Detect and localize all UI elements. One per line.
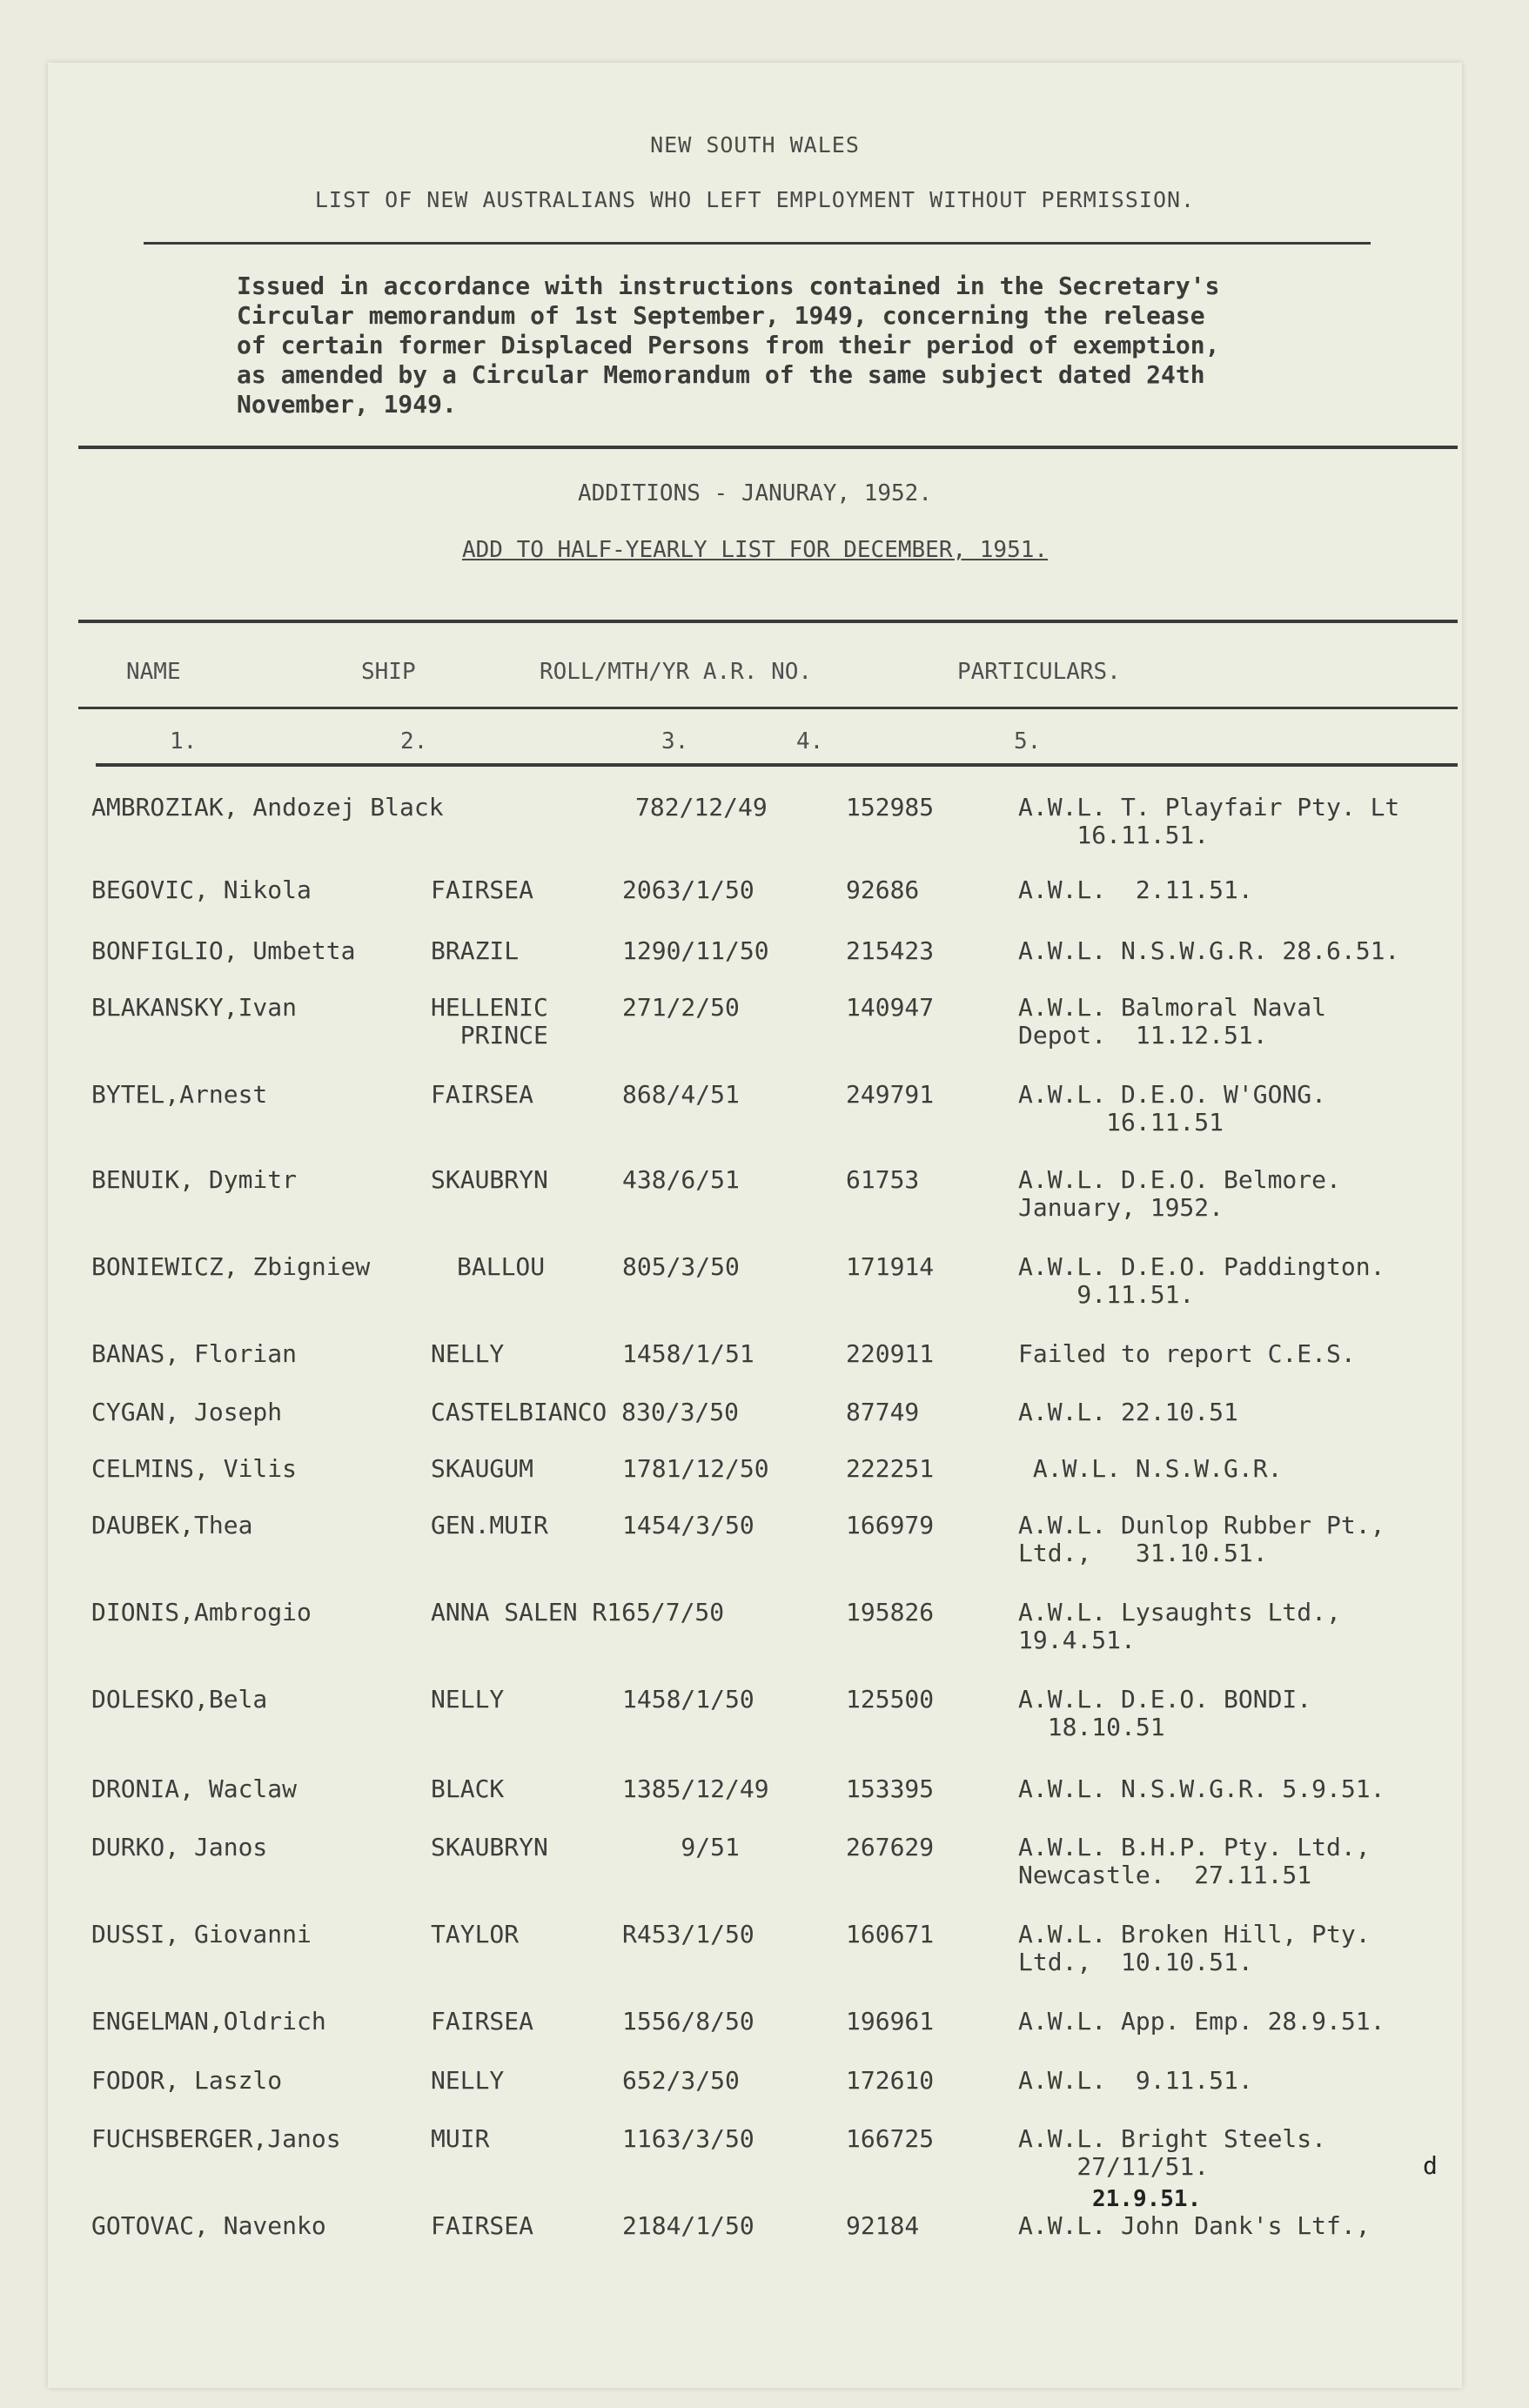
row-ar-number: 153395 (846, 1774, 935, 1803)
row-name: BLAKANSKY,Ivan (91, 993, 298, 1022)
row-particulars: A.W.L. App. Emp. 28.9.51. (1018, 2007, 1385, 2036)
row-particulars: A.W.L. T. Playfair Pty. Lt 16.11.51. (1018, 793, 1400, 849)
row-ar-number: 92184 (846, 2211, 920, 2240)
row-roll: 1556/8/50 (622, 2007, 754, 2036)
row-ar-number: 61753 (846, 1165, 920, 1194)
row-name: DURKO, Janos (91, 1833, 268, 1861)
row-name: BENUIK, Dymitr (91, 1165, 298, 1194)
row-particulars: A.W.L. N.S.W.G.R. 5.9.51. (1018, 1774, 1385, 1803)
row-ar-number: 222251 (846, 1454, 935, 1483)
row-name: FUCHSBERGER,Janos (91, 2124, 341, 2153)
table-row (48, 1686, 1462, 1755)
table-row (48, 1253, 1462, 1323)
intro-line: as amended by a Circular Memorandum of the same subject dated 24th (237, 360, 1205, 389)
table-row (48, 1834, 1462, 1903)
row-name: DRONIA, Waclaw (91, 1774, 298, 1803)
row-ar-number: 249791 (846, 1080, 935, 1109)
row-ship: FAIRSEA (431, 2007, 534, 2036)
column-ship-header: SHIP (361, 659, 416, 685)
intro-line: November, 1949. (237, 390, 457, 419)
row-name: DAUBEK,Thea (91, 1511, 253, 1539)
row-ar-number: 87749 (846, 1398, 920, 1426)
column-name-header: NAME (126, 659, 181, 685)
intro-paragraph (237, 272, 1438, 419)
row-roll: 9/51 (622, 1833, 740, 1861)
table-row (48, 2125, 1462, 2195)
row-name: AMBROZIAK, Andozej Black (91, 793, 444, 822)
add-to-heading: ADD TO HALF-YEARLY LIST FOR DECEMBER, 1951. (461, 537, 1049, 563)
column-number-4: 4. (796, 728, 824, 755)
row-ar-number: 160671 (846, 1920, 935, 1949)
row-roll: 1781/12/50 (622, 1454, 769, 1483)
row-particulars: A.W.L. 9.11.51. (1018, 2066, 1253, 2095)
row-name: DUSSI, Giovanni (91, 1920, 312, 1949)
document-title: LIST OF NEW AUSTRALIANS WHO LEFT EMPLOYMENT WITHOUT PERMISSION. (314, 187, 1196, 212)
row-roll: 438/6/51 (622, 1165, 740, 1194)
row-name: DOLESKO,Bela (91, 1685, 268, 1714)
row-ship: ANNA SALEN R165/7/50 (431, 1598, 725, 1627)
row-ar-number: 140947 (846, 993, 935, 1022)
row-name: BANAS, Florian (91, 1339, 298, 1368)
row-ar-number: 166725 (846, 2124, 935, 2153)
intro-line: of certain former Displaced Persons from their period of exemption, (237, 331, 1220, 359)
row-name: CYGAN, Joseph (91, 1398, 283, 1426)
row-particulars: A.W.L. Dunlop Rubber Pt., Ltd., 31.10.51. (1018, 1511, 1385, 1567)
column-number-1: 1. (170, 728, 198, 755)
header-bottom-rule (96, 763, 1458, 767)
row-particulars: A.W.L. Balmoral Naval Depot. 11.12.51. (1018, 993, 1327, 1050)
overtyped-date: 21.9.51. (1092, 2186, 1202, 2212)
row-ar-number: 267629 (846, 1833, 935, 1861)
table-row (48, 1921, 1462, 1990)
column-particulars-header: PARTICULARS. (957, 659, 1121, 685)
table-row (48, 1166, 1462, 1236)
row-name: DIONIS,Ambrogio (91, 1598, 312, 1627)
row-name: ENGELMAN,Oldrich (91, 2007, 326, 2036)
table-row (48, 794, 1462, 863)
row-ship: SKAUBRYN (431, 1165, 548, 1194)
row-ship: BRAZIL (431, 936, 520, 965)
row-name: GOTOVAC, Navenko (91, 2211, 326, 2240)
header-top-rule (78, 620, 1458, 623)
row-name: BEGOVIC, Nikola (91, 875, 312, 904)
intro-line: Circular memorandum of 1st September, 1949, concerning the release (237, 301, 1205, 330)
row-name: BONIEWICZ, Zbigniew (91, 1252, 371, 1281)
row-particulars: A.W.L. N.S.W.G.R. (1018, 1454, 1283, 1483)
row-ship: NELLY (431, 2066, 505, 2095)
row-ship: SKAUGUM (431, 1454, 534, 1483)
row-ar-number: 166979 (846, 1511, 935, 1539)
row-roll: 1458/1/50 (622, 1685, 754, 1714)
row-name: BYTEL,Arnest (91, 1080, 268, 1109)
row-ship: BLACK (431, 1774, 505, 1803)
row-particulars: A.W.L. D.E.O. Belmore. January, 1952. (1018, 1165, 1341, 1222)
table-row (48, 994, 1462, 1063)
row-roll: 805/3/50 (622, 1252, 740, 1281)
row-roll: 652/3/50 (622, 2066, 740, 2095)
row-ar-number: 220911 (846, 1339, 935, 1368)
row-particulars: A.W.L. B.H.P. Pty. Ltd., Newcastle. 27.11.51 (1018, 1833, 1371, 1889)
row-roll: 1290/11/50 (622, 936, 769, 965)
intro-rule (78, 446, 1458, 449)
row-ar-number: 125500 (846, 1685, 935, 1714)
additions-heading: ADDITIONS - JANURAY, 1952. (578, 480, 932, 506)
row-roll: 1385/12/49 (622, 1774, 769, 1803)
document-page (48, 63, 1462, 2388)
row-roll: 271/2/50 (622, 993, 740, 1022)
row-particulars: A.W.L. Lysaughts Ltd., 19.4.51. (1018, 1598, 1341, 1654)
row-roll: 1454/3/50 (622, 1511, 754, 1539)
row-ar-number: 196961 (846, 2007, 935, 2036)
row-ship: CASTELBIANCO 830/3/50 (431, 1398, 740, 1426)
title-rule (144, 242, 1371, 245)
table-row (48, 2212, 1462, 2282)
row-ar-number: 215423 (846, 936, 935, 965)
row-name: CELMINS, Vilis (91, 1454, 298, 1483)
row-ar-number: 171914 (846, 1252, 935, 1281)
margin-letter: d (1423, 2151, 1438, 2180)
row-ship: SKAUBRYN (431, 1833, 548, 1861)
row-ship: BALLOU (457, 1252, 546, 1281)
column-number-3: 3. (661, 728, 689, 755)
row-ar-number: 195826 (846, 1598, 935, 1627)
row-roll: R453/1/50 (622, 1920, 754, 1949)
row-ship: GEN.MUIR (431, 1511, 548, 1539)
row-particulars: Failed to report C.E.S. (1018, 1339, 1356, 1368)
row-particulars: A.W.L. D.E.O. Paddington. 9.11.51. (1018, 1252, 1385, 1309)
row-particulars: A.W.L. 22.10.51 (1018, 1398, 1238, 1426)
table-row (48, 1599, 1462, 1668)
row-ar-number: 172610 (846, 2066, 935, 2095)
table-row (48, 876, 1462, 946)
column-number-2: 2. (400, 728, 428, 755)
row-name: BONFIGLIO, Umbetta (91, 936, 356, 965)
row-particulars: A.W.L. D.E.O. W'GONG. 16.11.51 (1018, 1080, 1327, 1137)
row-particulars: A.W.L. D.E.O. BONDI. 18.10.51 (1018, 1685, 1312, 1741)
row-roll: 2184/1/50 (622, 2211, 754, 2240)
row-particulars: A.W.L. N.S.W.G.R. 28.6.51. (1018, 936, 1400, 965)
row-roll: 868/4/51 (622, 1080, 740, 1109)
row-ar-number: 152985 (846, 793, 935, 822)
row-roll: 1163/3/50 (622, 2124, 754, 2153)
row-ship: HELLENIC PRINCE (431, 993, 548, 1050)
row-roll: 1458/1/51 (622, 1339, 754, 1368)
table-row (48, 1081, 1462, 1150)
row-ship: NELLY (431, 1339, 505, 1368)
column-roll-header: ROLL/MTH/YR A.R. NO. (540, 659, 813, 685)
row-ship: FAIRSEA (431, 875, 534, 904)
state-heading: NEW SOUTH WALES (650, 132, 860, 158)
row-ship: MUIR (431, 2124, 490, 2153)
row-particulars: A.W.L. Broken Hill, Pty. Ltd., 10.10.51. (1018, 1920, 1371, 1976)
row-particulars: A.W.L. Bright Steels. 27/11/51. (1018, 2124, 1327, 2181)
row-ship: FAIRSEA (431, 1080, 534, 1109)
row-roll: 782/12/49 (635, 793, 768, 822)
table-row (48, 1512, 1462, 1581)
header-mid-rule (78, 707, 1458, 709)
row-particulars: A.W.L. John Dank's Ltf., (1018, 2211, 1371, 2240)
row-particulars: A.W.L. 2.11.51. (1018, 875, 1253, 904)
row-name: FODOR, Laszlo (91, 2066, 283, 2095)
row-ship: FAIRSEA (431, 2211, 534, 2240)
row-ship: NELLY (431, 1685, 505, 1714)
row-ship: TAYLOR (431, 1920, 520, 1949)
row-roll: 2063/1/50 (622, 875, 754, 904)
row-ar-number: 92686 (846, 875, 920, 904)
intro-line: Issued in accordance with instructions contained in the Secretary's (237, 272, 1220, 300)
column-number-5: 5. (1014, 728, 1042, 755)
